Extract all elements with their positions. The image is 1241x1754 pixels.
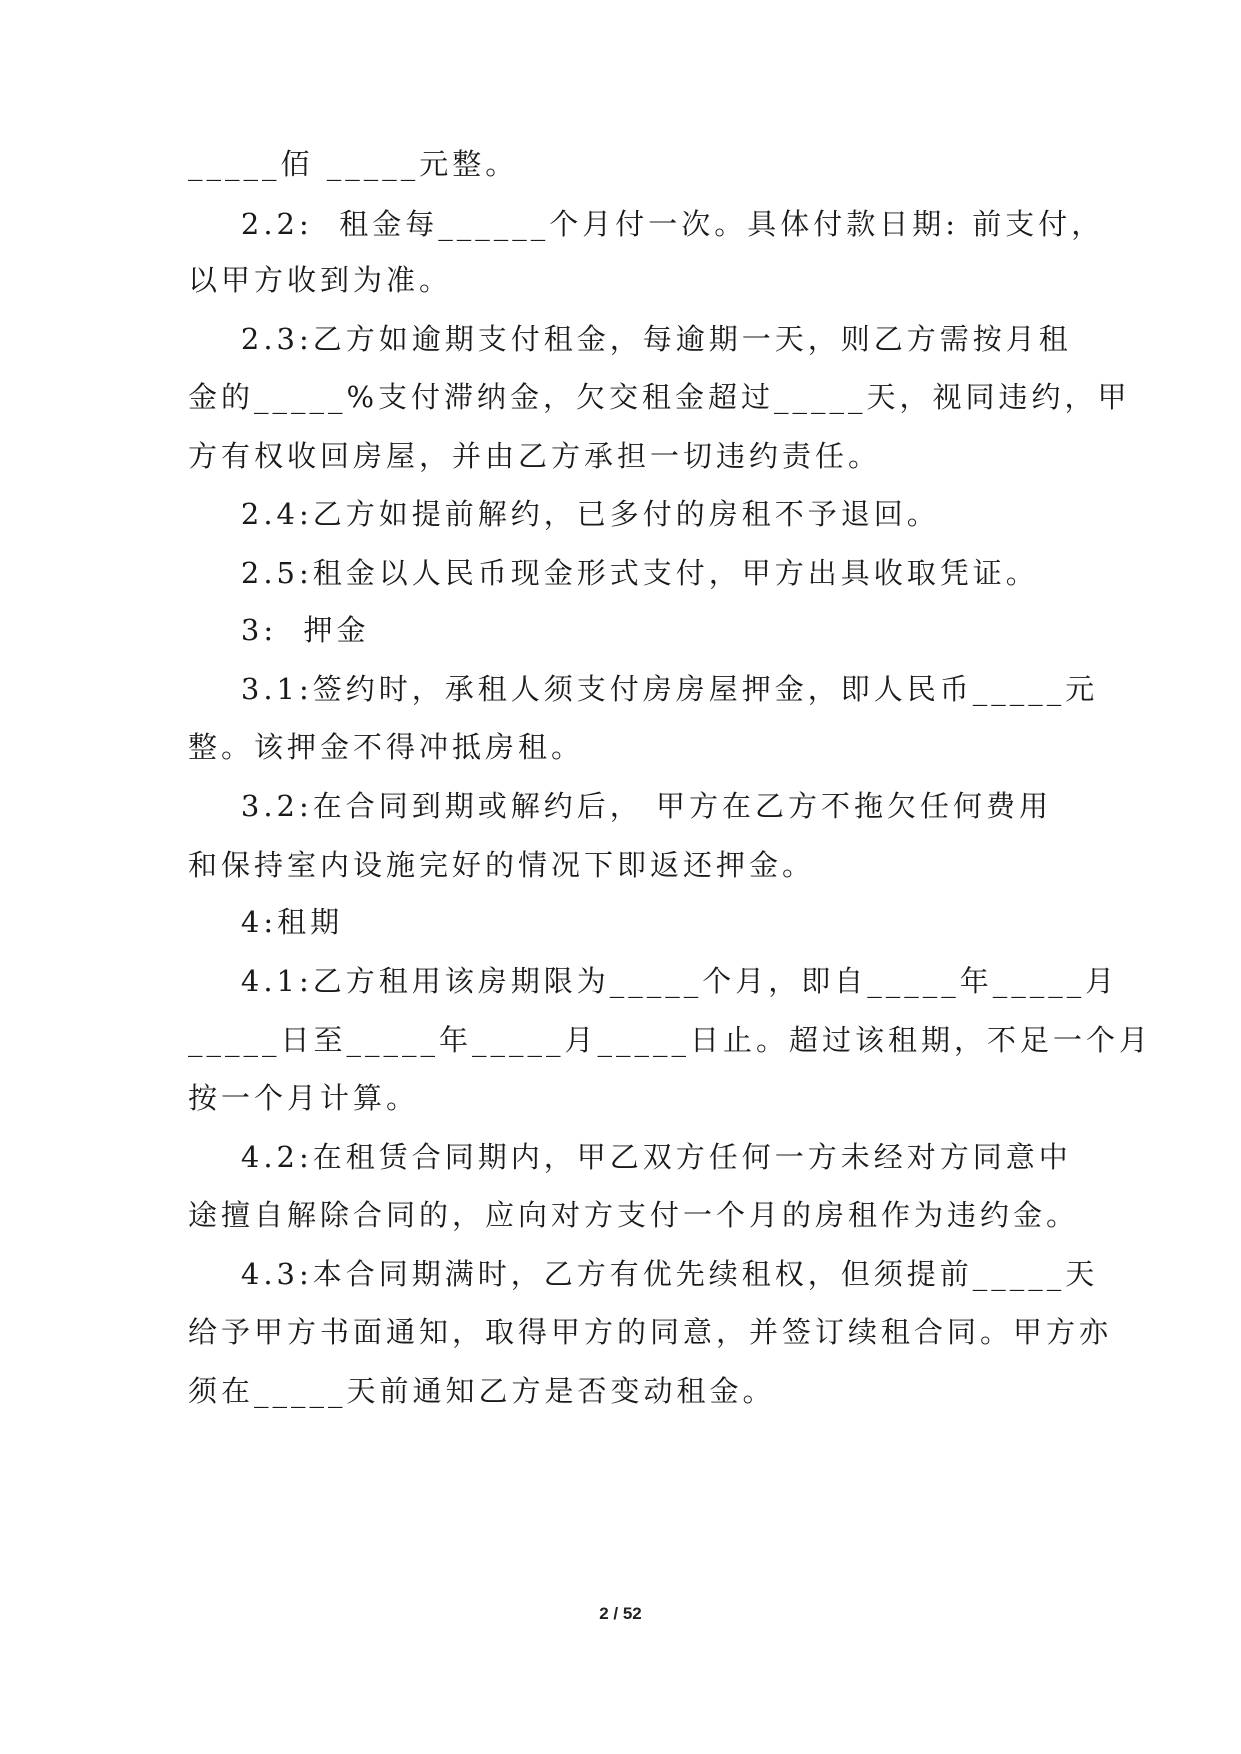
text-line: 4.2:在租赁合同期内，甲乙双方任何一方未经对方同意中 bbox=[188, 1140, 1072, 1174]
text-line: 2.5:租金以人民币现金形式支付，甲方出具收取凭证。 bbox=[188, 556, 1039, 590]
text-line: _____佰 _____元整。 bbox=[188, 147, 519, 181]
text-line: 3: 押金 bbox=[188, 613, 370, 647]
text-line: 途擅自解除合同的，应向对方支付一个月的房租作为违约金。 bbox=[188, 1198, 1080, 1232]
text-line: 和保持室内设施完好的情况下即返还押金。 bbox=[188, 848, 816, 882]
text-line: 4.1:乙方租用该房期限为_____个月，即自_____年_____月 bbox=[188, 964, 1119, 998]
text-line: 给予甲方书面通知，取得甲方的同意，并签订续租合同。甲方亦 bbox=[188, 1315, 1113, 1349]
text-line: 2.4:乙方如提前解约，已多付的房租不予退回。 bbox=[188, 497, 940, 531]
text-line: 4.3:本合同期满时，乙方有优先续租权，但须提前_____天 bbox=[188, 1257, 1099, 1291]
text-line: _____日至_____年_____月_____日止。超过该租期，不足一个月 bbox=[188, 1023, 1153, 1057]
text-line: 按一个月计算。 bbox=[188, 1081, 420, 1115]
text-line: 2.2: 租金每______个月付一次。具体付款日期: 前支付， bbox=[188, 207, 1105, 241]
text-line: 3.1:签约时，承租人须支付房房屋押金，即人民币_____元 bbox=[188, 672, 1099, 706]
text-line: 整。该押金不得冲抵房租。 bbox=[188, 730, 585, 764]
text-line: 方有权收回房屋，并由乙方承担一切违约责任。 bbox=[188, 439, 882, 473]
text-line: 金的_____%支付滞纳金，欠交租金超过_____天，视同违约，甲 bbox=[188, 380, 1131, 414]
page-number: 2 / 52 bbox=[599, 1604, 642, 1623]
text-line: 2.3:乙方如逾期支付租金，每逾期一天，则乙方需按月租 bbox=[188, 322, 1072, 356]
text-line: 4:租期 bbox=[188, 905, 344, 939]
text-line: 3.2:在合同到期或解约后， 甲方在乙方不拖欠任何费用 bbox=[188, 789, 1052, 823]
text-line: 须在_____天前通知乙方是否变动租金。 bbox=[188, 1374, 776, 1408]
text-line: 以甲方收到为准。 bbox=[188, 263, 453, 297]
